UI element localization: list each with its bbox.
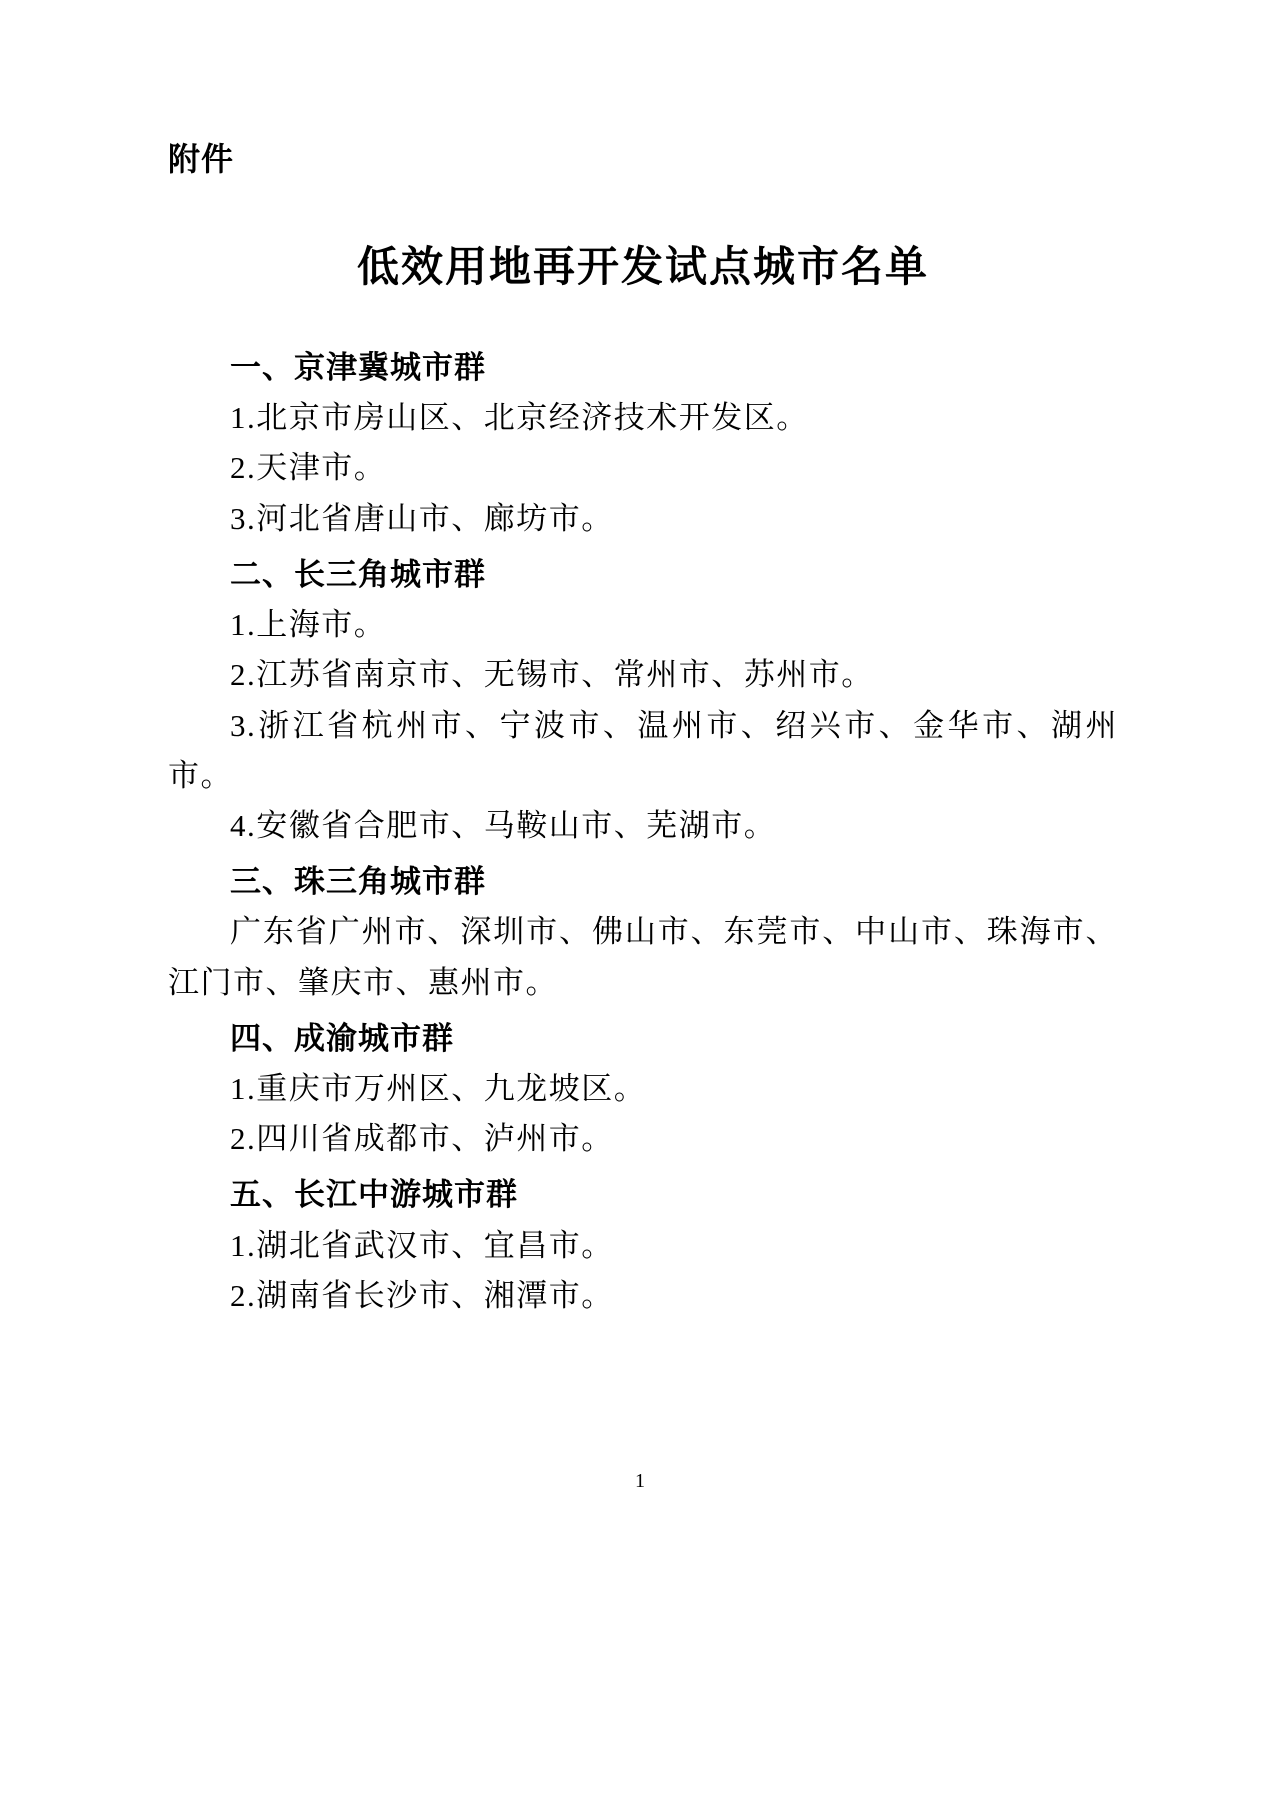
section-4-item-1: 1.重庆市万州区、九龙坡区。 bbox=[230, 1071, 647, 1107]
section-2-item-2: 2.江苏省南京市、无锡市、常州市、苏州市。 bbox=[230, 657, 874, 693]
section-1-item-3: 3.河北省唐山市、廊坊市。 bbox=[230, 500, 614, 536]
page-number: 1 bbox=[635, 1470, 645, 1492]
section-5-item-1: 1.湖北省武汉市、宜昌市。 bbox=[230, 1227, 614, 1263]
attachment-label: 附件 bbox=[168, 141, 235, 177]
section-1-item-2: 2.天津市。 bbox=[230, 450, 387, 486]
section-heading-5: 五、长江中游城市群 bbox=[230, 1177, 518, 1213]
section-5-item-2: 2.湖南省长沙市、湘潭市。 bbox=[230, 1277, 614, 1313]
section-2-item-1: 1.上海市。 bbox=[230, 607, 387, 643]
section-2-item-3: 3.浙江省杭州市、宁波市、温州市、绍兴市、金华市、湖州市。 bbox=[168, 707, 1118, 793]
page-title: 低效用地再开发试点城市名单 bbox=[356, 243, 929, 291]
document-content bbox=[168, 0, 1118, 1321]
section-heading-3: 三、珠三角城市群 bbox=[230, 864, 486, 900]
section-3-item-1: 广东省广州市、深圳市、佛山市、东莞市、中山市、珠海市、江门市、肇庆市、惠州市。 bbox=[168, 914, 1118, 1000]
section-4-item-2: 2.四川省成都市、泸州市。 bbox=[230, 1121, 614, 1157]
document-body bbox=[168, 343, 1118, 1321]
section-heading-2: 二、长三角城市群 bbox=[230, 556, 486, 592]
section-heading-4: 四、成渝城市群 bbox=[230, 1020, 454, 1056]
section-1-item-1: 1.北京市房山区、北京经济技术开发区。 bbox=[230, 400, 809, 436]
section-heading-1: 一、京津冀城市群 bbox=[230, 349, 486, 385]
section-2-item-4: 4.安徽省合肥市、马鞍山市、芜湖市。 bbox=[230, 807, 777, 843]
